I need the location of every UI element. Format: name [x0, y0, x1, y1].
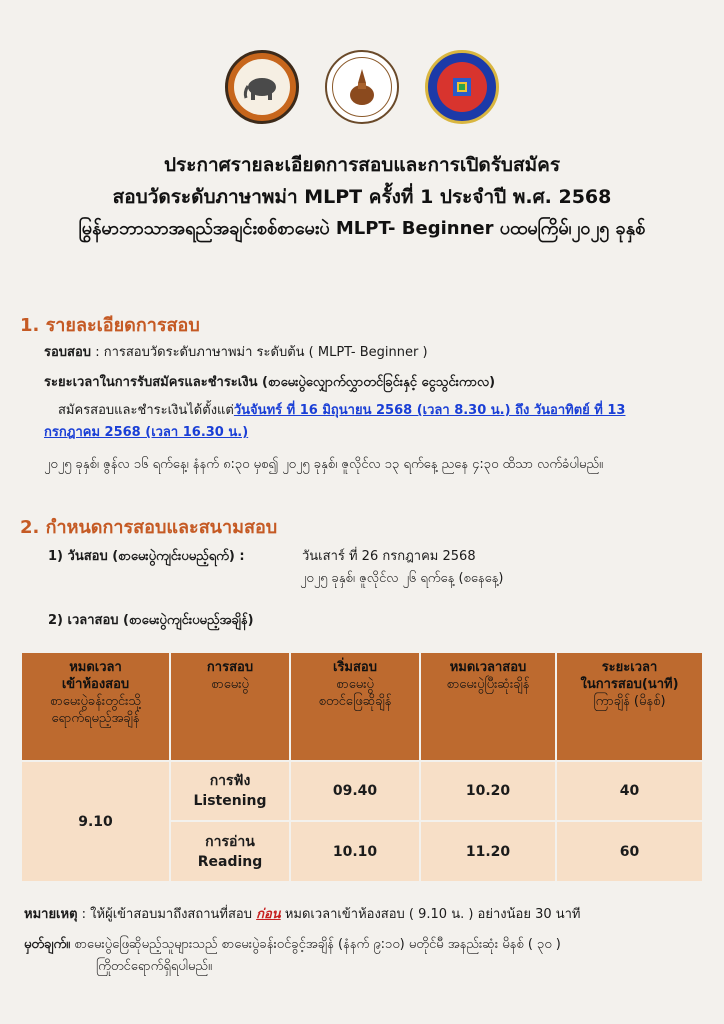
exam-schedule-table	[22, 653, 702, 881]
col-header-sub: စာမေးပွဲ စတင်ဖြေဆိုချိန်	[318, 677, 392, 709]
exam-day-label: 1) วันสอบ (စာမေးပွဲကျင်းပမည့်ရက်) :	[48, 549, 245, 564]
period-myanmar: ၂၀၂၅ ခုနှစ်၊ ဇွန်လ ၁၆ ရက်နေ့၊ နံနက် ၈:၃၀ မှစ၍ ၂၀၂၅ ခုနှစ်၊ ဇူလိုင်လ ၁၃ ရက်နေ့ ညနေ ၄:၃၀ ထိသာ လက်ခံပါမည်။	[44, 457, 603, 472]
logo-row	[0, 50, 724, 124]
period-dates-part2: กรกฎาคม 2568 (เวลา 16.30 น.)	[44, 425, 249, 440]
exam-day-value: วันเสาร์ ที่ 26 กรกฎาคม 2568	[302, 549, 476, 564]
exam-round-value: : การสอบวัดระดับภาษาพม่า ระดับต้น ( MLPT- Beginner )	[95, 345, 428, 360]
section2-heading: 2. กำหนดการสอบและสนามสอบ	[20, 517, 278, 538]
exam-name-cell	[170, 761, 290, 821]
col-header-title: หมดเวลาสอบ	[449, 660, 527, 675]
mm-note-text2: ကြိုတင်ရောက်ရှိရပါမည်။	[96, 959, 212, 974]
period-dates-part1: วันจันทร์ ที่ 16 มิถุนายน 2568 (เวลา 8.30 น.) ถึง วันอาทิตย์ ที่ 13	[233, 403, 626, 418]
exam-name-cell	[170, 821, 290, 881]
page-title-line1: ประกาศรายละเอียดการสอบและการเปิดรับสมัคร	[163, 154, 561, 176]
col-header-title: หมดเวลา เข้าห้องสอบ	[61, 660, 130, 692]
note-line	[24, 906, 581, 924]
exam-day-myanmar: ၂၀၂၅ ခုနှစ်၊ ဇူလိုင်လ ၂၆ ရက်နေ့ (စနေနေ့)	[300, 571, 504, 586]
col-header-sub: ကြာချိန် (မိနစ်)	[593, 694, 666, 709]
page-title-line2: สอบวัดระดับภาษาพม่า MLPT ครั้งที่ 1 ประจำปี พ.ศ. 2568	[112, 186, 612, 208]
faculty-seal-logo	[325, 50, 399, 124]
start-time-cell: 09.40	[290, 761, 420, 821]
col-header-start	[290, 653, 420, 761]
mm-note-text1: စာမေးပွဲဖြေဆိုမည့်သူများသည် စာမေးပွဲခန်းဝင်ခွင့်အချိန် (နံနက် ၉:၁၀) မတိုင်မီ အနည်းဆုံး မိနစ် ( ၃၀ )	[74, 937, 561, 952]
exam-name-th: การอ่าน	[205, 833, 255, 850]
col-header-end	[420, 653, 556, 761]
end-time-cell: 10.20	[420, 761, 556, 821]
mm-note-label: မှတ်ချက်။	[24, 937, 71, 952]
col-header-title: ระยะเวลา ในการสอบ(นาที)	[580, 660, 679, 692]
col-header-title: เริ่มสอบ	[333, 660, 377, 675]
table-row	[22, 761, 702, 821]
note-text2: หมดเวลาเข้าห้องสอบ ( 9.10 น. ) อย่างน้อย 30 นาที	[284, 907, 581, 922]
exam-time-label: 2) เวลาสอบ (စာမေးပွဲကျင်းပမည့်အချိန်)	[48, 613, 254, 628]
exam-round-line	[44, 344, 428, 362]
col-header-exam	[170, 653, 290, 761]
col-header-entry	[22, 653, 170, 761]
page-title-line3: မြန်မာဘာသာအရည်အချင်းစစ်စာမေးပွဲ MLPT- Beginner ပထမကြိမ်၊၂၀၂၅ ခုနှစ်	[78, 218, 646, 239]
duration-cell: 60	[556, 821, 702, 881]
start-time-cell: 10.10	[290, 821, 420, 881]
period-dates-line1	[58, 402, 625, 420]
col-header-sub: စာမေးပွဲပြီးဆုံးချိန်	[446, 677, 530, 692]
mm-note-line1	[24, 936, 561, 954]
section1-heading: 1. รายละเอียดการสอบ	[20, 315, 200, 336]
col-header-title: การสอบ	[206, 660, 254, 675]
duration-cell: 40	[556, 761, 702, 821]
end-time-cell: 11.20	[420, 821, 556, 881]
period-label: ระยะเวลาในการรับสมัครและชำระเงิน (စာမေးပွဲလျှောက်လွှာတင်ခြင်းနှင့် ငွေသွင်းကာလ)	[44, 375, 496, 390]
exam-name-en: Listening	[193, 793, 267, 809]
note-label: หมายเหตุ	[24, 907, 78, 922]
col-header-duration	[556, 653, 702, 761]
period-intro: สมัครสอบและชำระเงินได้ตั้งแต่	[58, 403, 234, 418]
col-header-sub: စာမေးပွဲ	[211, 677, 249, 692]
col-header-sub: စာမေးပွဲခန်းတွင်းသို့ ရောက်ရမည့်အချိန်	[50, 694, 141, 726]
entry-time-cell: 9.10	[22, 761, 170, 881]
university-shield-logo	[425, 50, 499, 124]
elephant-seal-logo	[225, 50, 299, 124]
note-text1: : ให้ผู้เข้าสอบมาถึงสถานที่สอบ	[81, 907, 252, 922]
exam-round-label: รอบสอบ	[44, 345, 92, 360]
exam-name-th: การฟัง	[209, 773, 251, 789]
exam-name-en: Reading	[197, 853, 263, 870]
note-emphasis: ก่อน	[256, 907, 281, 922]
